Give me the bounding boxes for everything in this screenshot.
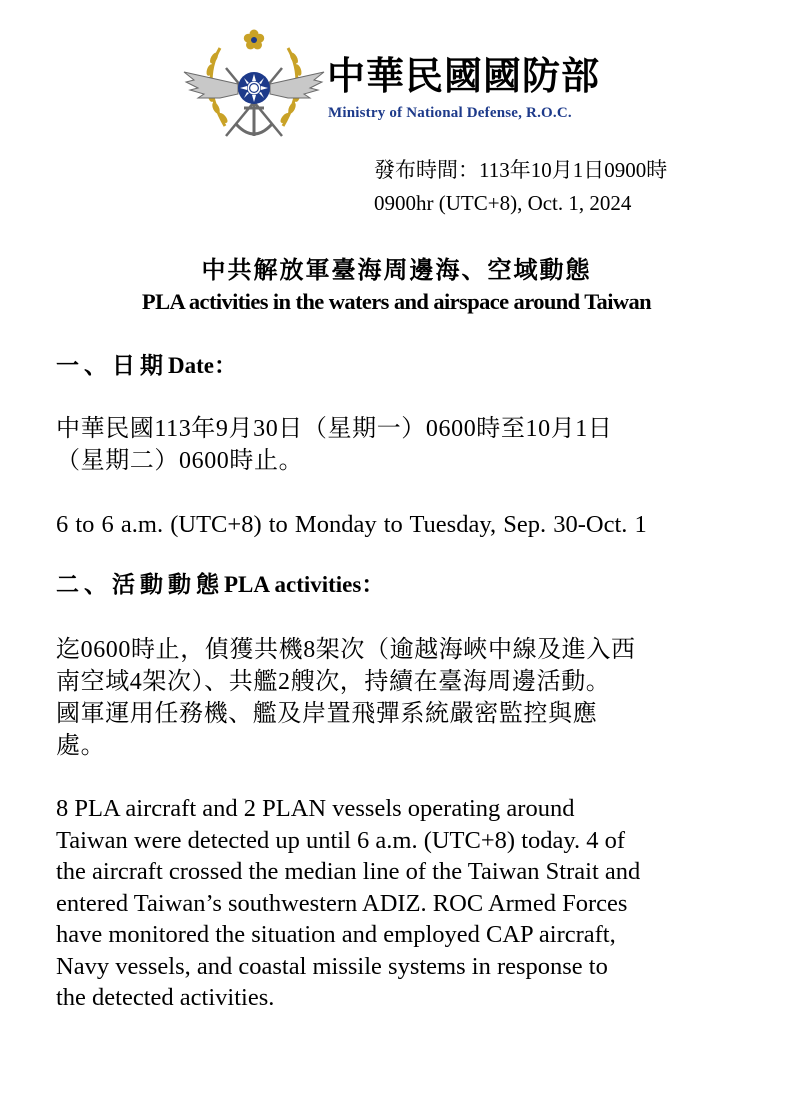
document-title-en: PLA activities in the waters and airspace around Taiwan <box>141 289 652 314</box>
date-heading-en: Date <box>168 353 214 378</box>
activities-heading-zh: 二、活動動態 <box>56 572 224 597</box>
organization-name-zh: 中華民國國防部 <box>327 54 601 98</box>
date-section-heading <box>56 351 237 381</box>
release-time-en: 0900hr (UTC+8), Oct. 1, 2024 <box>374 191 632 215</box>
date-heading-zh: 一、日期 <box>56 353 168 378</box>
date-heading-colon: ： <box>213 353 237 378</box>
activities-heading-en: PLA activities <box>224 572 362 597</box>
ministry-of-national-defense-emblem-icon <box>180 28 328 150</box>
date-body-en: 6 to 6 a.m. (UTC+8) to Monday to Tuesday, Sep. 30-Oct. 1 <box>56 511 647 538</box>
activities-section-heading <box>56 570 384 600</box>
document-title-zh: 中共解放軍臺海周邊海、空域動態 <box>201 258 592 284</box>
release-time-zh: 發布時間：113年10月1日0900時 <box>374 158 668 182</box>
activities-body-zh: 迄0600時止，偵獲共機8架次（逾越海峽中線及進入西 南空域4架次）、共艦2艘次，持續在臺海周邊活動。 國軍運用任務機、艦及岸置飛彈系統嚴密監控與應 處。 <box>56 637 636 759</box>
activities-body-en: 8 PLA aircraft and 2 PLAN vessels operating around Taiwan were detected up until 6 a.m. (UTC+8) today. 4 of the aircraft crossed the median line of the Taiwan Strait and entered Taiwan’s southwestern ADIZ. ROC Armed Forces have monitored the situation and employed CAP aircraft, Navy vessels, and coastal missile systems in response to the detected activities. <box>56 795 641 1011</box>
date-body-zh: 中華民國113年9月30日（星期一）0600時至10月1日 （星期二）0600時止。 <box>56 416 613 474</box>
organization-name-en: Ministry of National Defense, R.O.C. <box>328 105 572 121</box>
activities-heading-colon: ： <box>361 572 385 597</box>
